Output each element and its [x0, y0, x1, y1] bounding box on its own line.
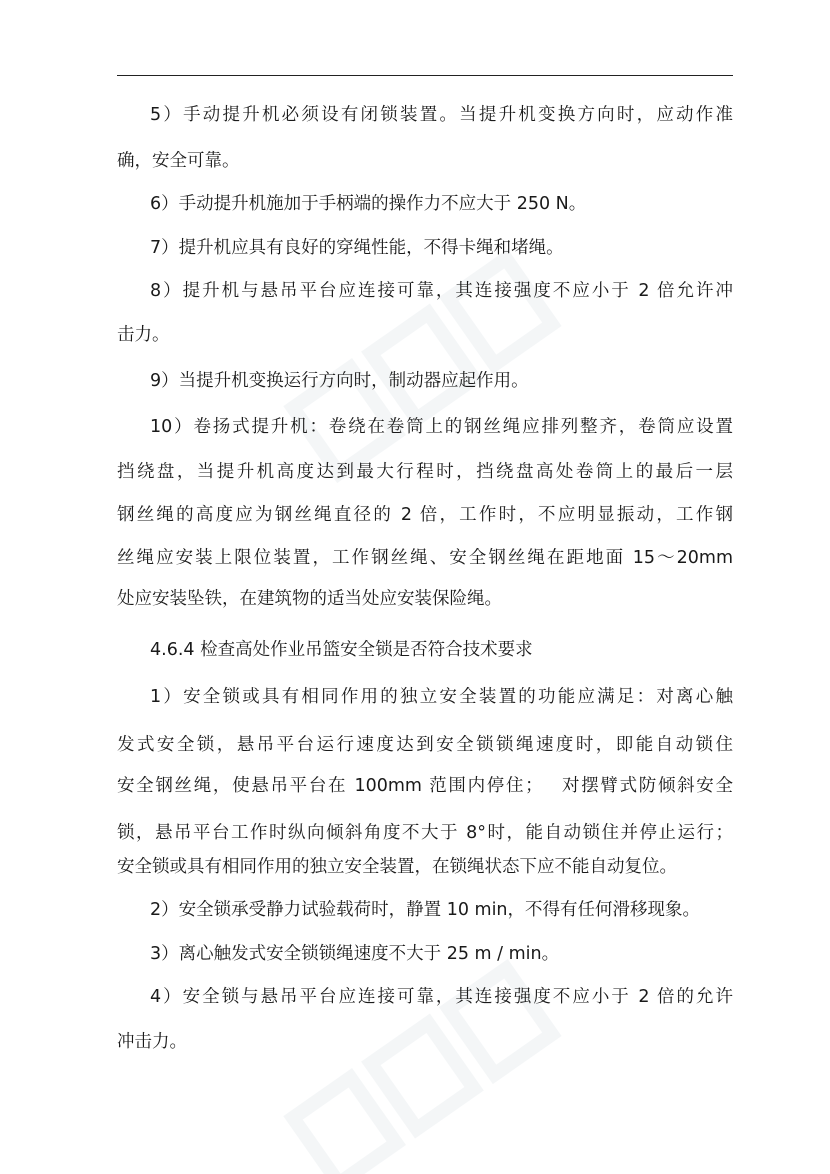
paragraph-10-line-5: 处应安装坠铁，在建筑物的适当处应安装保险绳。	[117, 589, 502, 609]
item-2: 2）安全锁承受静力试验载荷时，静置 10 min，不得有任何滑移现象。	[150, 900, 701, 920]
section-heading-4-6-4: 4.6.4 检查高处作业吊篮安全锁是否符合技术要求	[150, 640, 533, 660]
paragraph-9: 9）当提升机变换运行方向时，制动器应起作用。	[150, 371, 529, 391]
paragraph-5-line-1: 5）手动提升机必须设有闭锁装置。当提升机变换方向时，应动作准	[150, 105, 733, 125]
header-rule	[117, 75, 733, 76]
paragraph-6: 6）手动提升机施加于手柄端的操作力不应大于 250 N。	[150, 194, 587, 214]
paragraph-10-line-1: 10）卷扬式提升机：卷绕在卷筒上的钢丝绳应排列整齐，卷筒应设置	[150, 417, 733, 437]
paragraph-8-line-2: 击力。	[117, 325, 170, 345]
paragraph-10-line-2: 挡绕盘，当提升机高度达到最大行程时，挡绕盘高处卷筒上的最后一层	[117, 462, 733, 482]
item-3: 3）离心触发式安全锁锁绳速度不大于 25 m / min。	[150, 944, 560, 964]
item-1-line-4: 锁，悬吊平台工作时纵向倾斜角度不大于 8°时，能自动锁住并停止运行；	[117, 823, 733, 843]
paragraph-10-line-4: 丝绳应安装上限位装置，工作钢丝绳、安全钢丝绳在距地面 15～20mm	[117, 548, 733, 568]
item-4-line-2: 冲击力。	[117, 1032, 187, 1052]
item-4-line-1: 4）安全锁与悬吊平台应连接可靠，其连接强度不应小于 2 倍的允许	[150, 987, 733, 1007]
paragraph-8-line-1: 8）提升机与悬吊平台应连接可靠，其连接强度不应小于 2 倍允许冲	[150, 281, 733, 301]
item-1-line-5: 安全锁或具有相同作用的独立安全装置，在锁绳状态下应不能自动复位。	[117, 857, 677, 877]
item-1-line-3: 安全钢丝绳，使悬吊平台在 100mm 范围内停住； 对摆臂式防倾斜安全	[117, 776, 733, 796]
item-1-line-2: 发式安全锁，悬吊平台运行速度达到安全锁锁绳速度时，即能自动锁住	[117, 735, 733, 755]
paragraph-5-line-2: 确，安全可靠。	[117, 151, 240, 171]
item-1-line-1: 1）安全锁或具有相同作用的独立安全装置的功能应满足：对离心触	[150, 687, 733, 707]
paragraph-10-line-3: 钢丝绳的高度应为钢丝绳直径的 2 倍，工作时，不应明显振动，工作钢	[117, 505, 733, 525]
paragraph-7: 7）提升机应具有良好的穿绳性能，不得卡绳和堵绳。	[150, 238, 564, 258]
